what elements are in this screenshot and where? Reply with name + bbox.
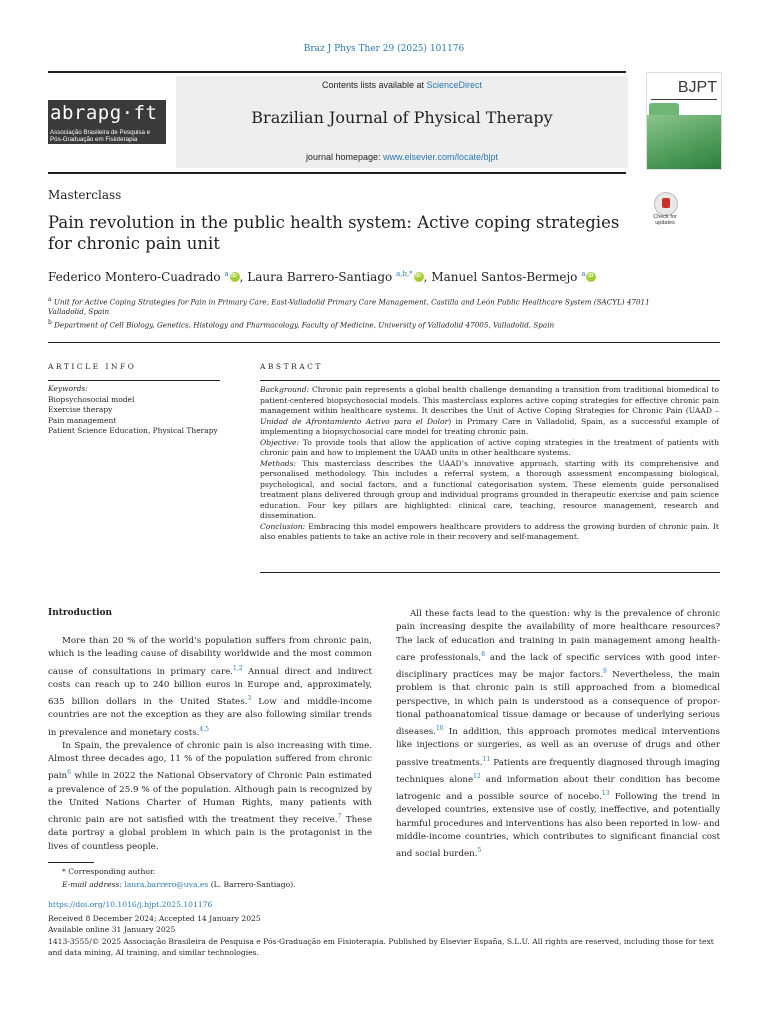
paragraph-text: Nevertheless, the main problem is that chronic pain is still approached from a biomedical perspective, in which pain is understood as a consequence of propor-tional pathoanatomical tissue damage or because of underlying serious diseases.	[396, 669, 721, 738]
paragraph-text: All these facts lead to the question: why is the prevalence of chronic pain increasing despite the availability of more healthcare resources? The lack of education and training in pain management among health-care professionals,	[396, 609, 720, 663]
paragraph	[48, 740, 372, 854]
doi-link[interactable]: https://doi.org/10.1016/j.bjpt.2025.101176	[48, 900, 213, 909]
author-affil-sup[interactable]: a	[224, 270, 229, 278]
orcid-icon[interactable]	[414, 272, 424, 282]
paragraph-text: and the lack of specific services with good inter-disciplinary practices may be major factors.	[396, 652, 721, 680]
journal-title: Brazilian Journal of Physical Therapy	[251, 108, 553, 127]
paragraph-text: More than 20 % of the world’s population suffers from chronic pain, which is the leading cause of disability worldwide and the most common cause of consultations in primary care.	[48, 636, 372, 677]
reference-link[interactable]: 3	[247, 695, 252, 703]
author-affil-sup[interactable]: a	[581, 270, 586, 278]
header-bottom-rule	[48, 172, 626, 174]
reference-link[interactable]: 10	[435, 725, 444, 733]
journal-masthead	[176, 76, 628, 168]
affiliation-sup: b	[48, 319, 52, 326]
orcid-icon[interactable]	[586, 272, 596, 282]
reference-link[interactable]: 8	[481, 650, 486, 658]
introduction-heading: Introduction	[48, 608, 113, 618]
author-affil-sup[interactable]: a,b,*	[396, 270, 413, 278]
paragraph-text: while in 2022 the National Observatory of Chronic Pain estimated a prevalence of 25.9 % of the population. Although pain is recognized by the United Nations Charter of Human Rights, many patients with chronic pain are not satisfied with the treatment they receive.	[48, 771, 372, 826]
abstract-background	[260, 385, 719, 438]
reference-link[interactable]: 13	[601, 790, 610, 798]
paragraph-text: These data portray a global problem in which pain is the protagonist in the lives of countless people.	[48, 815, 372, 852]
contents-prefix: Contents lists available at	[321, 80, 427, 90]
abstract-text: This masterclass describes the UAAD’s innovative approach, starting with its comprehensive and personalised methodology. This includes a referral system, a thorough assessment encompassing biological, psychological, and social factors, and a functional categorisation system. These elements guide personalised treatment plans delivered through group and individual programs grounded in therapeutic exercise and pain science education. Four key pillars are highlighted: clinical care, teaching, resource management, research and dissemination.	[260, 458, 719, 520]
cover-image	[647, 115, 721, 169]
paragraph-text: In addition, this approach promotes medical interventions like injections or surgeries, as well as an overuse of drugs and other passive treatments.	[396, 727, 720, 768]
section-rule	[48, 342, 720, 343]
paragraph-text: Low and middle-income countries are not the exception as they are also following similar trends in prevalence and monetary costs.	[48, 696, 372, 738]
check-updates-icon	[654, 192, 678, 216]
paragraph-text: In Spain, the prevalence of chronic pain is also increasing with time. Almost three decades ago, 11 % of the population suffered from chronic pain	[48, 740, 372, 782]
email-link[interactable]: laura.barrero@uva.es	[124, 880, 209, 889]
abstract-text: Embracing this model empowers healthcare providers to address the growing burden of chronic pain. It also enables patients to take an active role in their recovery and self-management.	[260, 521, 719, 541]
author-name: Laura Barrero-Santiago	[247, 270, 393, 284]
logo-caption-line2: Pós-Graduação em Fisioterapia	[50, 136, 138, 143]
affiliation-a	[48, 295, 688, 317]
keywords-label: Keywords:	[48, 384, 88, 393]
homepage-line	[176, 152, 628, 162]
affiliation-sup: a	[48, 296, 52, 303]
abstract-objective	[260, 438, 719, 459]
paragraph	[48, 635, 372, 740]
abstract-methods	[260, 459, 719, 522]
abstract-text: Chronic pain represents a global health challenge demanding a transition from traditional biomedical to patient-centered biopsychosocial models. This masterclass explores active coping strategies for effective chronic pain management within healthcare systems. It describes the Unit of Active Coping Strategies for Chronic Pain (UAAD –	[260, 385, 719, 415]
abstract-label: Conclusion:	[260, 521, 306, 531]
reference-link[interactable]: 12	[473, 772, 481, 780]
author-name: Federico Montero-Cuadrado	[48, 270, 221, 284]
top-rule	[48, 71, 626, 73]
paragraph-text: and information about their condition has become iatrogenic and a possible source of nocebo.	[396, 774, 720, 802]
author-name: Manuel Santos-Bermejo	[431, 270, 578, 284]
contents-line	[176, 80, 628, 90]
paragraph-text: Patients are frequently diagnosed through imaging techniques alone	[396, 757, 720, 785]
homepage-prefix: journal homepage:	[305, 152, 383, 162]
check-for-updates-badge[interactable]	[646, 192, 684, 228]
article-info-rule	[48, 380, 220, 381]
abstract-conclusion	[260, 522, 719, 543]
keyword: Exercise therapy	[48, 405, 113, 415]
sciencedirect-link[interactable]: ScienceDirect	[426, 80, 483, 90]
affiliation-text: Department of Cell Biology, Genetics, Histology and Pharmacology, Faculty of Medicine, University of Valladolid 47005, Valladolid, Spain	[54, 320, 555, 330]
paragraph-text: Annual direct and indirect costs can reach up to 240 billion euros in Europe and, approximately, 635 billion dollars in the United States.	[48, 666, 372, 707]
abstract-heading: ABSTRACT	[260, 362, 323, 371]
body-column-left	[48, 635, 372, 854]
author-list: Federico Montero-Cuadrado $^a$iD , Laura Barrero-Santiago $^{a,b,*}$iD , Manuel Santos-Bermejo $^a$iD	[48, 270, 596, 284]
copyright-notice: 1413-3555/© 2025 Associação Brasileira de Pesquisa e Pós-Graduação em Fisioterapia. Published by Elsevier España, S.L.U. All rights are reserved, including those for text and data mining, AI training, and similar technologies.	[48, 937, 714, 957]
email-label: E-mail address:	[62, 880, 122, 889]
journal-cover-thumbnail[interactable]	[646, 72, 722, 170]
keywords-block	[48, 384, 228, 437]
logo-caption	[50, 129, 150, 143]
article-type: Masterclass	[48, 188, 122, 202]
logo-name: abrapg·ft	[50, 102, 158, 124]
email-suffix: (L. Barrero-Santiago).	[208, 880, 296, 889]
corresponding-author-note: * Corresponding author.	[62, 867, 156, 876]
reference-link[interactable]: 1,2	[233, 664, 243, 672]
abstract-label: Methods:	[260, 458, 297, 468]
email-note	[62, 879, 296, 890]
footnote-rule	[48, 862, 94, 863]
received-dates: Received 8 December 2024; Accepted 14 January 2025	[48, 914, 261, 923]
abstract-label: Background:	[260, 385, 310, 394]
keyword: Patient Science Education, Physical Therapy	[48, 426, 218, 436]
affiliation-b	[48, 318, 688, 330]
abstract-text: ) in Primary Care in Valladolid, Spain, as a successful example of implementing a biopsychosocial care model for treating chronic pain.	[260, 416, 719, 436]
abstract-rule	[260, 380, 720, 381]
reference-link[interactable]: 9	[603, 668, 607, 676]
abstract-label: Objective:	[260, 437, 300, 447]
paragraph-text: Following the trend in developed countries, extensive use of costly, ineffective, and potentially harmful procedures and interventions has also been reported in low- and middle-income countries, which contributes to significant financial cost and social burden.	[396, 791, 720, 859]
body-column-right	[396, 608, 720, 861]
abrapg-logo	[48, 100, 166, 144]
reference-link[interactable]: 11	[482, 755, 491, 763]
abstract-italic-text: Unidad de Afrontamiento Activo para el Dolor	[260, 416, 449, 426]
keyword: Biopsychosocial model	[48, 394, 135, 404]
check-updates-text: Check for updates	[653, 214, 677, 226]
article-info-heading: ARTICLE INFO	[48, 362, 137, 371]
abstract-bottom-rule	[260, 572, 720, 573]
paragraph	[396, 608, 720, 861]
abstract-body	[260, 385, 719, 543]
logo-caption-line1: Associação Brasileira de Pesquisa e	[50, 129, 151, 136]
available-online: Available online 31 January 2025	[48, 925, 176, 934]
article-title: Pain revolution in the public health system: Active coping strategies for chronic pain unit	[48, 213, 620, 253]
reference-link[interactable]: 6	[67, 769, 71, 777]
reference-link[interactable]: 4,5	[199, 725, 209, 733]
abstract-text: To provide tools that allow the application of active coping strategies in the treatment of patients with chronic pain and how to implement the UAAD units in other healthcare systems.	[260, 437, 719, 457]
homepage-link[interactable]: www.elsevier.com/locate/bjpt	[383, 152, 499, 162]
cover-label: BJPT	[677, 79, 717, 96]
keyword: Pain management	[48, 415, 117, 425]
reference-link[interactable]: 7	[337, 813, 342, 821]
affiliation-text: Unit for Active Coping Strategies for Pain in Primary Care, East-Valladolid Primary Care Management, Castilla and León Public Healthcare System (SACYL) 47011 Valladolid, Spain	[48, 297, 650, 317]
cover-line	[651, 99, 717, 100]
reference-link[interactable]: 5	[477, 847, 482, 855]
journal-citation[interactable]: Braz J Phys Ther 29 (2025) 101176	[303, 44, 465, 54]
orcid-icon[interactable]	[230, 272, 240, 282]
